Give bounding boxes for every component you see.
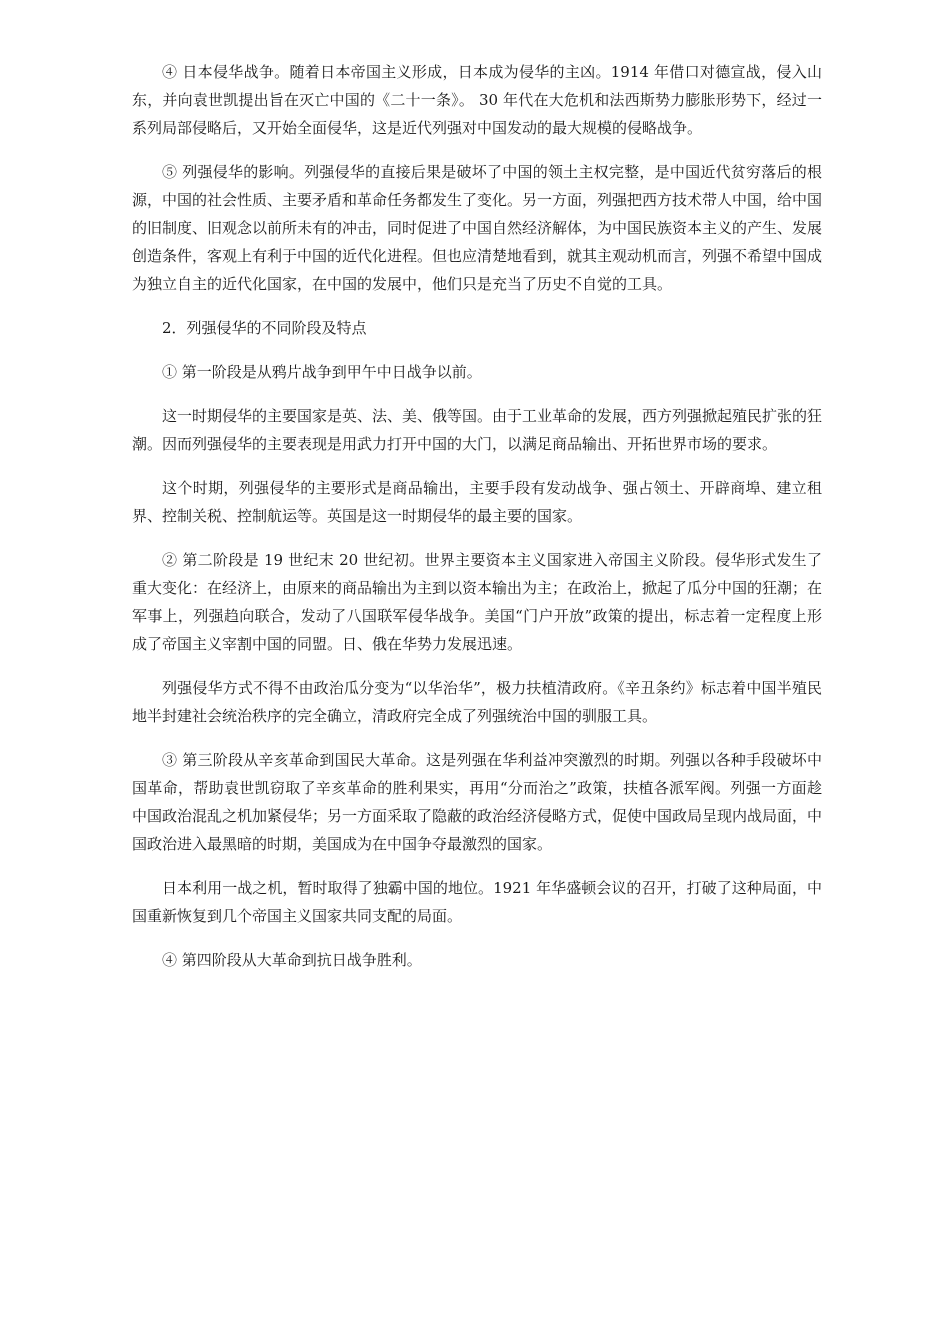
paragraph-stage-two-methods: 列强侵华方式不得不由政治瓜分变为“以华治华”，极力扶植清政府。《辛丑条约》标志着中国半殖民地半封建社会统治秩序的完全确立，清政府完全成了列强统治中国的驯服工具。 [132, 679, 822, 725]
paragraph-stage-two: ② 第二阶段是 19 世纪末 20 世纪初。世界主要资本主义国家进入帝国主义阶段。侵华形式发生了重大变化：在经济上，由原来的商品输出为主到以资本输出为主；在政治上，掀起了瓜分中国的狂潮；在军事上，列强趋向联合，发动了八国联军侵华战争。美国“门户开放”政策的提出，标志着一定程度上形成了帝国主义宰割中国的同盟。日、俄在华势力发展迅速。 [132, 551, 823, 653]
section-heading-stages: 2．列强侵华的不同阶段及特点 [162, 319, 367, 337]
paragraph-stage-three-japan: 日本利用一战之机，暂时取得了独霸中国的地位。1921 年华盛顿会议的召开，打破了这种局面，中国重新恢复到几个帝国主义国家共同支配的局面。 [132, 879, 822, 925]
paragraph-stage-one-title: ① 第一阶段是从鸦片战争到甲午中日战争以前。 [162, 363, 482, 381]
paragraph-stage-one-countries: 这一时期侵华的主要国家是英、法、美、俄等国。由于工业革命的发展，西方列强掀起殖民扩张的狂潮。因而列强侵华的主要表现是用武力打开中国的大门，以满足商品输出、开拓世界市场的要求。 [132, 407, 823, 453]
paragraph-stage-one-forms: 这个时期，列强侵华的主要形式是商品输出，主要手段有发动战争、强占领土、开辟商埠、建立租界、控制关税、控制航运等。英国是这一时期侵华的最主要的国家。 [132, 479, 822, 525]
paragraph-stage-three: ③ 第三阶段从辛亥革命到国民大革命。这是列强在华利益冲突激烈的时期。列强以各种手段破坏中国革命，帮助袁世凯窃取了辛亥革命的胜利果实，再用“分而治之”政策，扶植各派军阀。列强一方面趁中国政治混乱之机加紧侵华；另一方面采取了隐蔽的政治经济侵略方式，促使中国政局呈现内战局面，中国政治进入最黑暗的时期，美国成为在中国争夺最激烈的国家。 [132, 751, 823, 853]
paragraph-japan-invasion: ④ 日本侵华战争。随着日本帝国主义形成，日本成为侵华的主凶。1914 年借口对德宣战，侵入山东，并向袁世凯提出旨在灭亡中国的《二十一条》。 30 年代在大危机和法西斯势力膨胀形势下，经过一系列局部侵略后，又开始全面侵华，这是近代列强对中国发动的最大规模的侵略战争。 [132, 63, 822, 137]
document-page [132, 58, 822, 990]
paragraph-invasion-impact: ⑤ 列强侵华的影响。列强侵华的直接后果是破坏了中国的领土主权完整，是中国近代贫穷落后的根源，中国的社会性质、主要矛盾和革命任务都发生了变化。另一方面，列强把西方技术带人中国，给中国的旧制度、旧观念以前所未有的冲击，同时促进了中国自然经济解体，为中国民族资本主义的产生、发展创造条件，客观上有利于中国的近代化进程。但也应清楚地看到，就其主观动机而言，列强不希望中国成为独立自主的近代化国家，在中国的发展中，他们只是充当了历史不自觉的工具。 [132, 163, 823, 293]
paragraph-stage-four-title: ④ 第四阶段从大革命到抗日战争胜利。 [162, 951, 422, 969]
